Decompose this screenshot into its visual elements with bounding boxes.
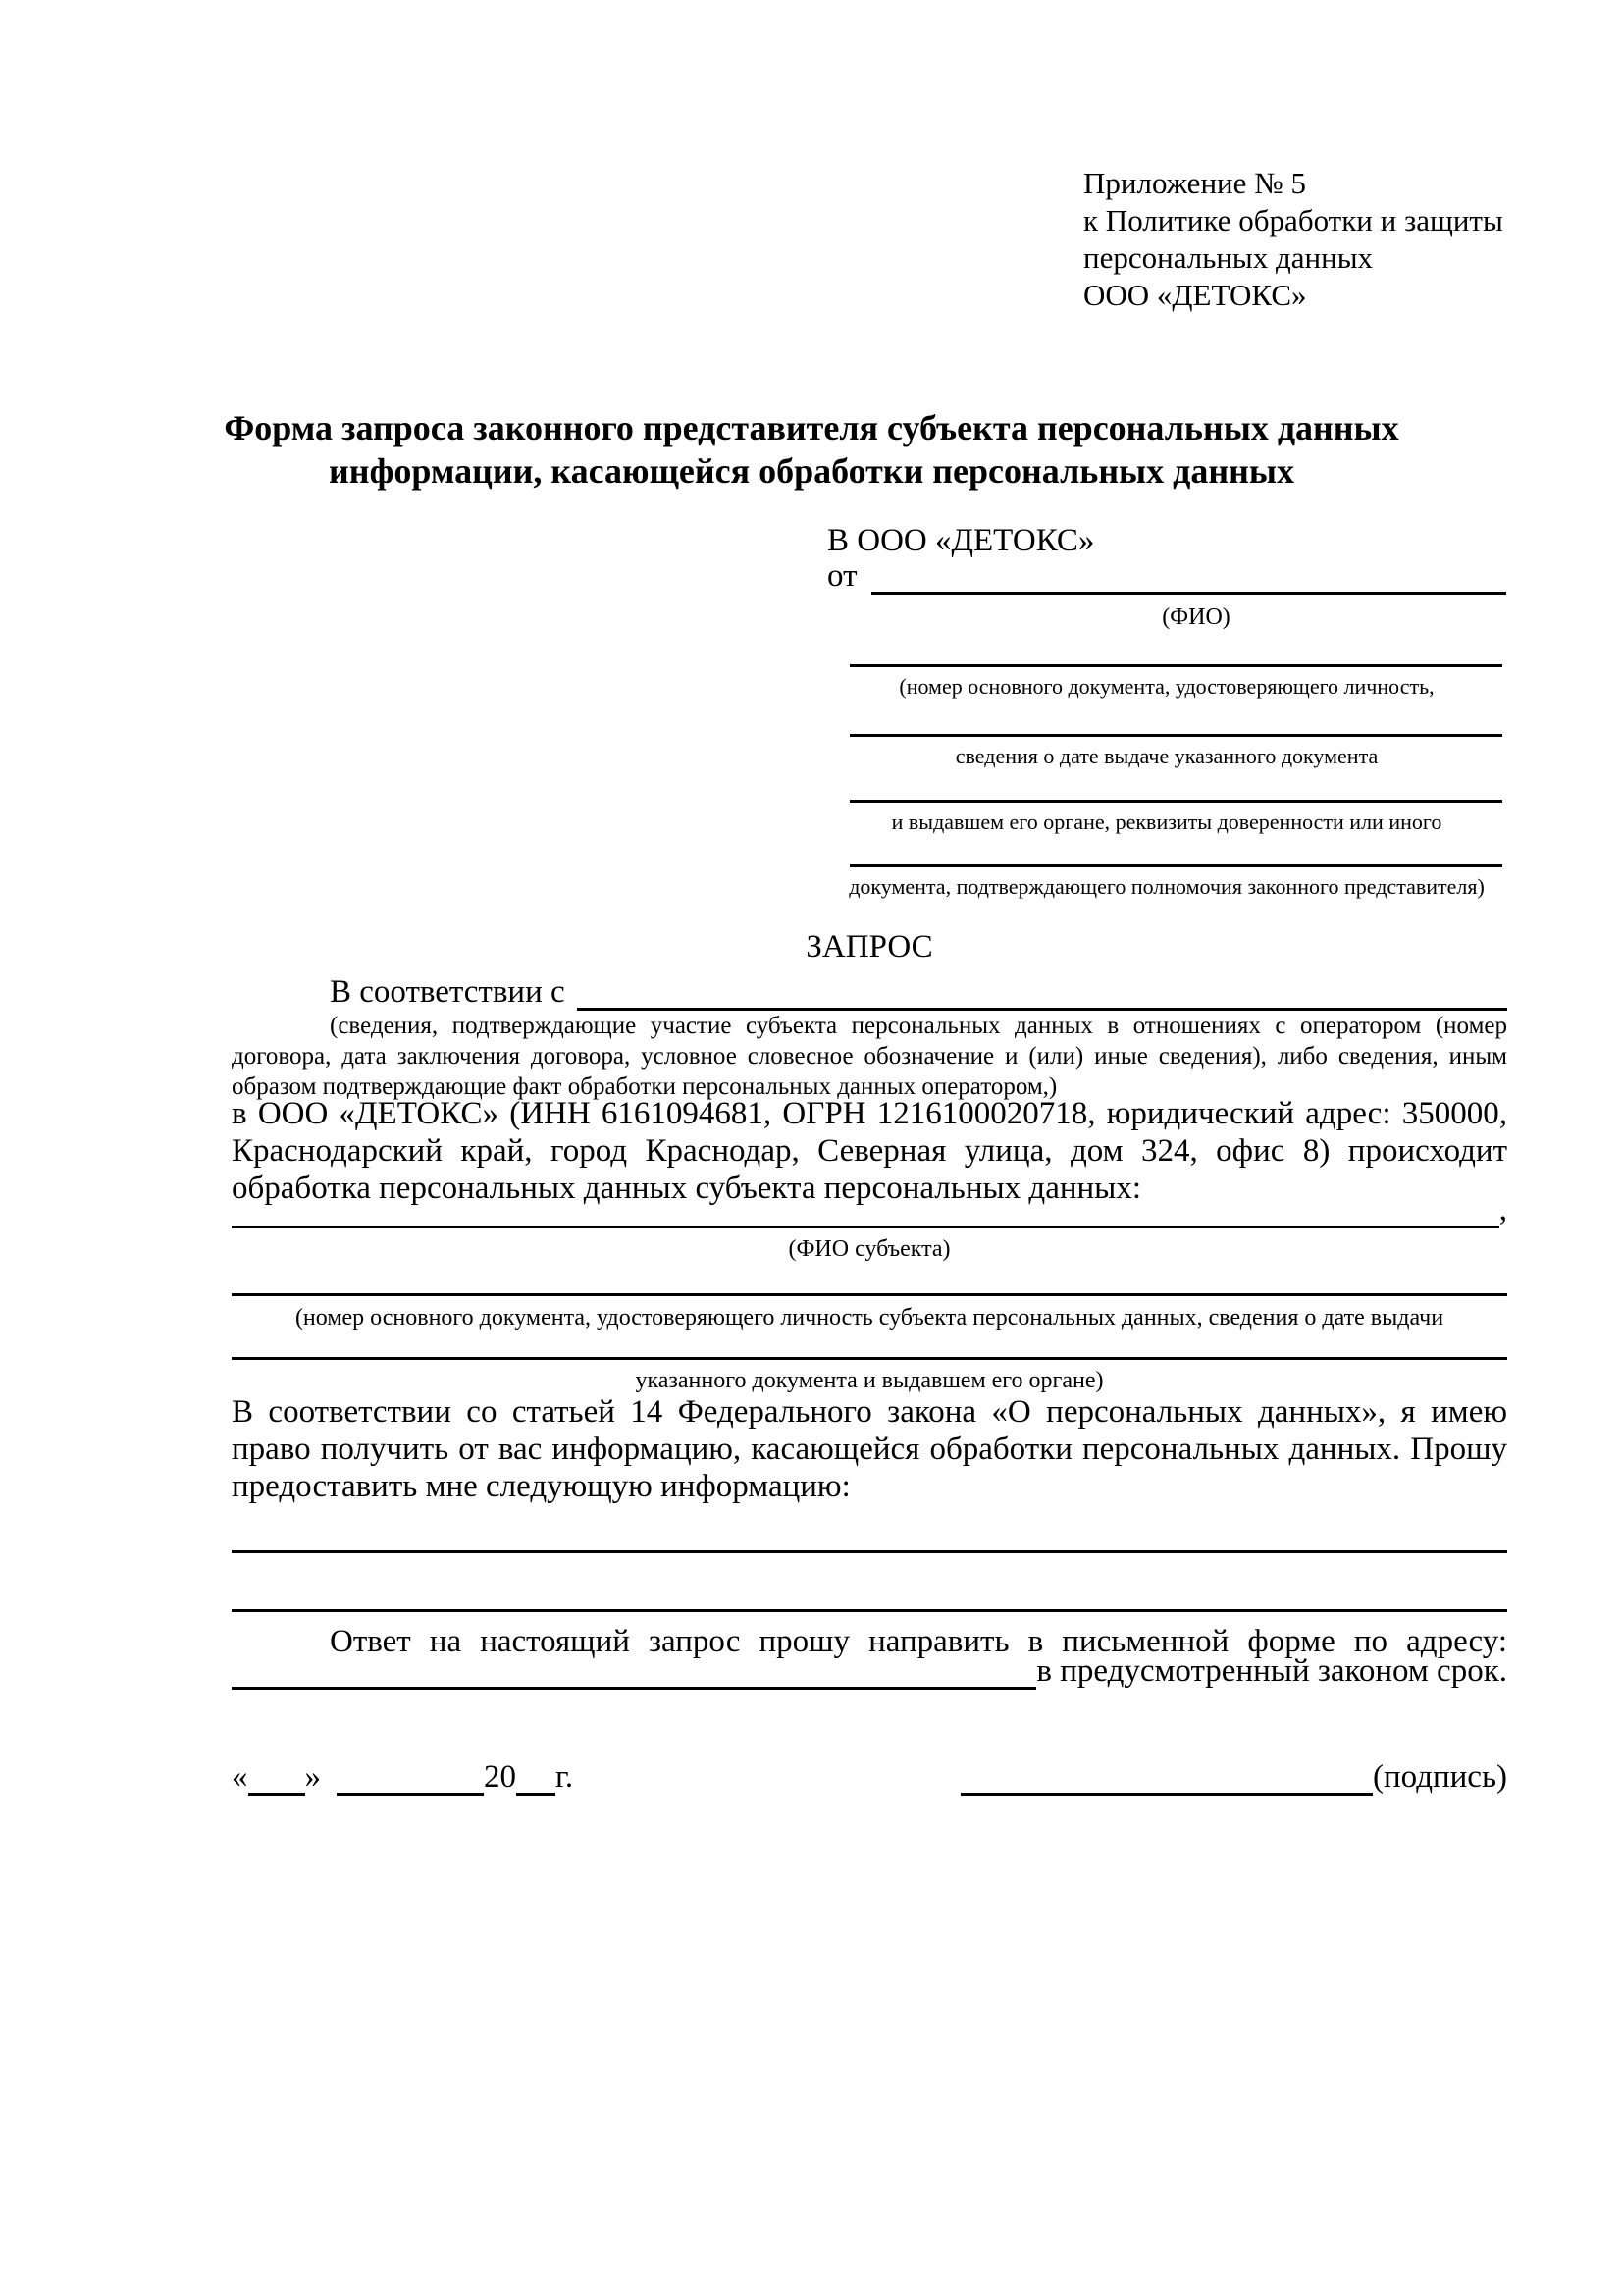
info-blank-line-2 [232,1609,1507,1612]
subject-doc-caption-2: указанного документа и выдавшем его органе) [635,1368,1104,1393]
basis-intro-label: В соответствии с [330,974,565,1010]
date-group [232,1758,573,1796]
id-doc-blank-line-3 [850,800,1502,803]
id-doc-caption-1: (номер основного документа, удостоверяющего личность, [899,674,1435,699]
basis-intro-row [232,973,1507,1011]
subject-doc-caption-1: (номер основного документа, удостоверяющего личность субъекта персональных данных, сведения о дате выдачи [294,1305,1444,1331]
reply-address-row [232,1653,1507,1690]
year-blank-line [516,1793,555,1796]
reply-suffix: в предусмотренный законом срок. [1036,1653,1507,1689]
id-doc-caption-4: документа, подтверждающего полномочия законного представителя) [849,874,1485,899]
fio-caption: (ФИО) [1162,604,1230,630]
subject-fio-caption: (ФИО субъекта) [788,1236,951,1262]
law-paragraph: В соответствии со статьей 14 Федерального закона «О персональных данных», я имею право получить от вас информацию, касающейся обработки персональных данных. Прошу предоставить мне следующую информацию: [232,1394,1507,1504]
signature-blank-line [961,1793,1373,1796]
subject-doc-blank-line-2 [232,1357,1507,1360]
addressee-block [827,522,1506,934]
month-blank-line [337,1793,484,1796]
signature-caption: (подпись) [1373,1759,1507,1795]
appendix-company: ООО «ДЕТОКС» [1083,278,1307,312]
id-doc-caption-2: сведения о дате выдаче указанного документа [955,744,1379,768]
basis-caption: (сведения, подтверждающие участие субъекта персональных данных в отношениях с оператором (номер договора, дата заключения договора, условное словесное обозначение и (или) иные сведения), либо сведения, иным образом подтверждающие факт обработки персональных данных оператором,) [232,1013,1507,1100]
id-doc-caption-3: и выдавшем его органе, реквизиты доверенности или иного [891,809,1442,834]
addressee-company: В ООО «ДЕТОКС» [827,523,1095,558]
subject-name-blank-line [232,1226,1499,1228]
appendix-policy-line2: персональных данных [1083,240,1374,275]
operator-paragraph: в ООО «ДЕТОКС» (ИНН 6161094681, ОГРН 1216100020718, юридический адрес: 350000, Краснодарский край, город Краснодар, Северная улица, дом 324, офис 8) происходит обработка персональных данных субъекта персональных данных: [232,1096,1507,1206]
subject-doc-blank-line-1 [232,1293,1507,1296]
footer-row [232,1760,1507,1796]
form-title-line-1: Форма запроса законного представителя субъекта персональных данных [224,408,1399,447]
appendix-number: Приложение № 5 [1083,166,1306,200]
id-doc-blank-line-2 [850,734,1502,737]
year-suffix: г. [555,1759,574,1795]
subject-name-comma: , [1498,1192,1507,1227]
day-blank-line [248,1793,305,1796]
id-doc-blank-line-4 [850,864,1502,867]
signature-group [961,1758,1507,1796]
day-quote-open: « [232,1759,248,1795]
day-quote-close: » [304,1759,321,1795]
form-title [174,406,1449,493]
info-blank-line-1 [232,1550,1507,1553]
reply-address-blank-line [232,1687,1036,1690]
reply-paragraph: Ответ на настоящий запрос прошу направить в письменной форме по адресу: [330,1624,1507,1659]
form-title-line-2: информации, касающейся обработки персональных данных [329,451,1294,491]
year-prefix: 20 [484,1759,516,1795]
from-label: от [827,558,858,594]
from-blank-line [871,592,1507,595]
appendix-header [1083,165,1535,314]
id-doc-blank-line-1 [850,664,1502,667]
request-heading: ЗАПРОС [806,929,933,965]
from-row [827,558,1506,595]
subject-name-row [232,1192,1507,1228]
appendix-policy-line: к Политике обработки и защиты [1083,203,1503,237]
